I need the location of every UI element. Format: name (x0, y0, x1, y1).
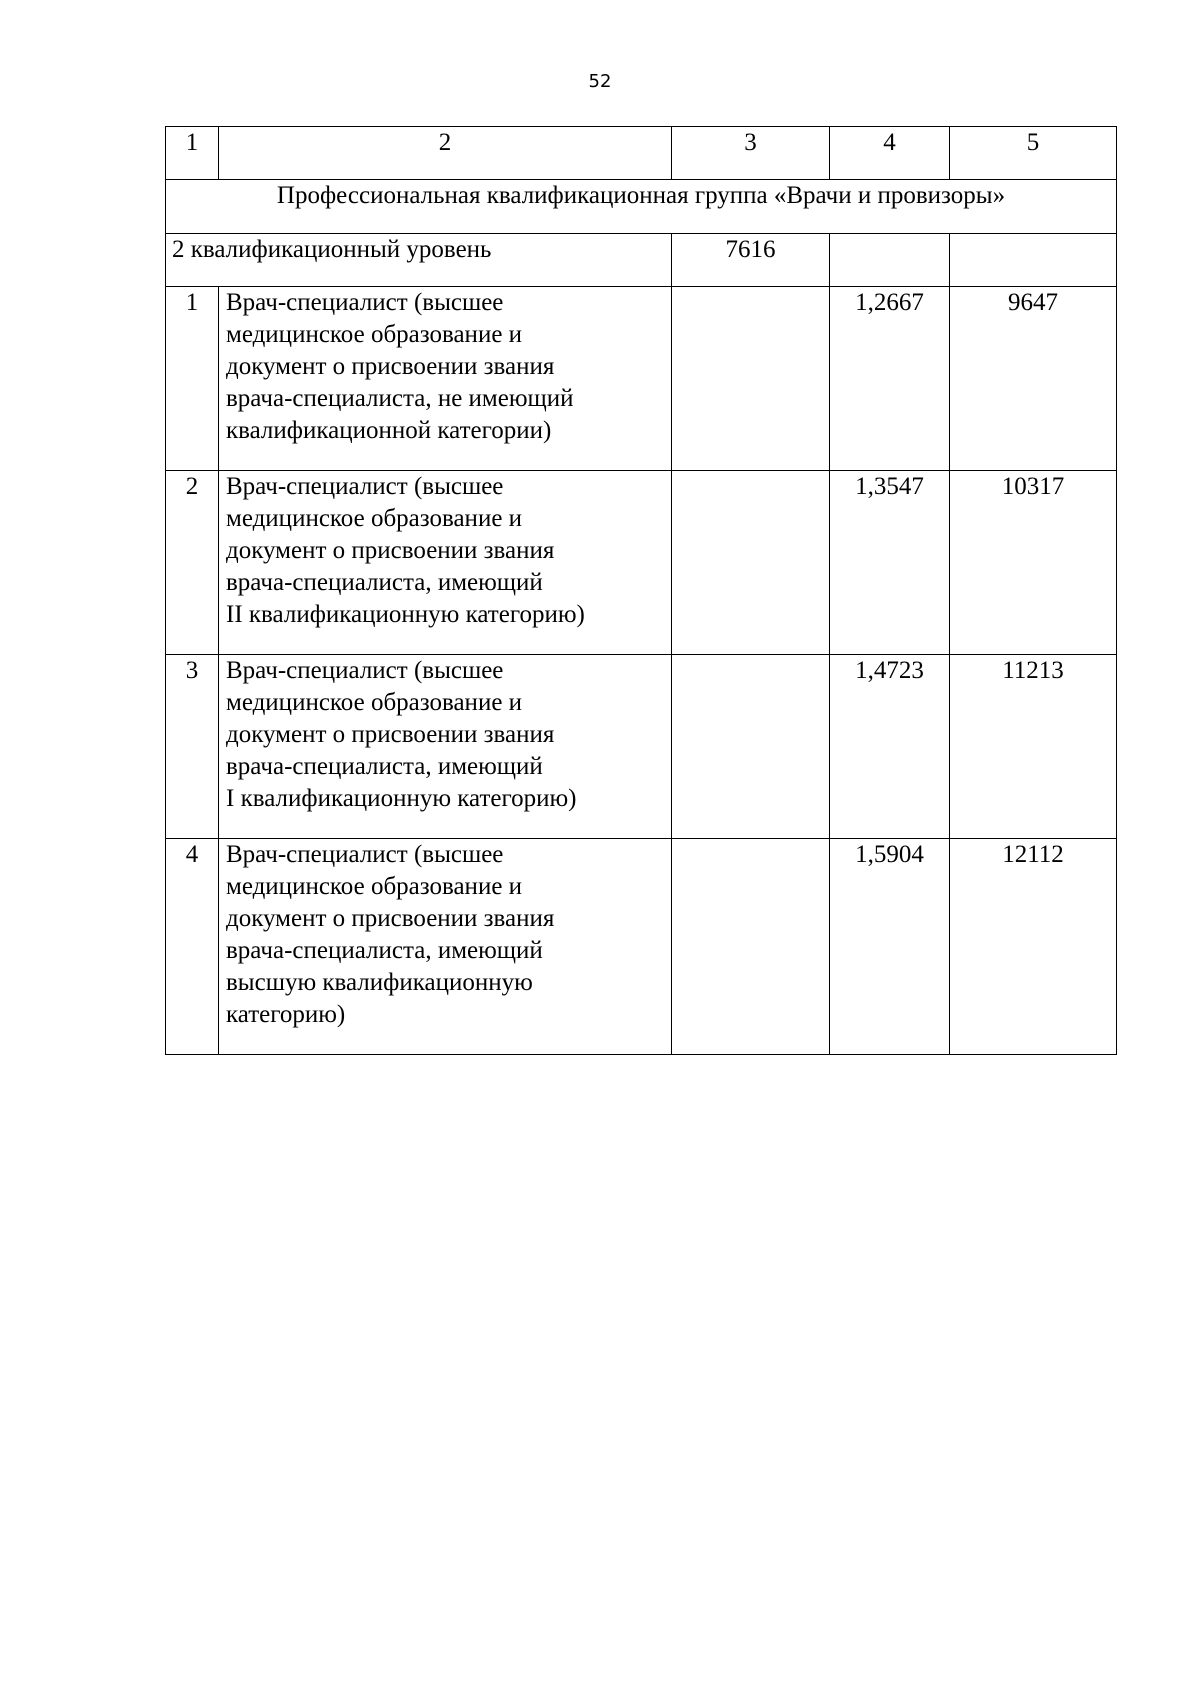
row-number: 2 (166, 471, 219, 655)
salary-value: 11213 (950, 655, 1117, 839)
qualification-table (165, 126, 1117, 1055)
page-number: 52 (588, 71, 612, 92)
salary-value: 9647 (950, 287, 1117, 471)
coefficient-value: 1,2667 (830, 287, 950, 471)
level-empty-cell-4 (830, 234, 950, 287)
level-name: 2 квалификационный уровень (166, 234, 672, 287)
coefficient-value: 1,4723 (830, 655, 950, 839)
row-number: 3 (166, 655, 219, 839)
position-description: Врач-специалист (высшее медицинское образование и документ о присвоении звания врача-специалиста, не имеющий квалификационной категории) (219, 287, 672, 471)
coefficient-value: 1,5904 (830, 839, 950, 1055)
header-cell-1: 1 (166, 127, 219, 180)
salary-value: 10317 (950, 471, 1117, 655)
level-empty-cell-5 (950, 234, 1117, 287)
group-title: Профессиональная квалификационная группа «Врачи и провизоры» (166, 180, 1117, 234)
level-row (166, 234, 1117, 287)
group-title-row (166, 180, 1117, 234)
table-row (166, 471, 1117, 655)
row-number: 4 (166, 839, 219, 1055)
table-row (166, 839, 1117, 1055)
table-header-row (166, 127, 1117, 180)
table-row (166, 655, 1117, 839)
row-number: 1 (166, 287, 219, 471)
header-cell-2: 2 (219, 127, 672, 180)
header-cell-5: 5 (950, 127, 1117, 180)
header-cell-4: 4 (830, 127, 950, 180)
level-base-value: 7616 (672, 234, 830, 287)
empty-cell (672, 287, 830, 471)
coefficient-value: 1,3547 (830, 471, 950, 655)
position-description: Врач-специалист (высшее медицинское образование и документ о присвоении звания врача-специалиста, имеющий высшую квалификационную категорию) (219, 839, 672, 1055)
empty-cell (672, 471, 830, 655)
position-description: Врач-специалист (высшее медицинское образование и документ о присвоении звания врача-специалиста, имеющий I квалификационную категорию) (219, 655, 672, 839)
table-row (166, 287, 1117, 471)
empty-cell (672, 839, 830, 1055)
position-description: Врач-специалист (высшее медицинское образование и документ о присвоении звания врача-специалиста, имеющий II квалификационную категорию) (219, 471, 672, 655)
empty-cell (672, 655, 830, 839)
salary-value: 12112 (950, 839, 1117, 1055)
header-cell-3: 3 (672, 127, 830, 180)
